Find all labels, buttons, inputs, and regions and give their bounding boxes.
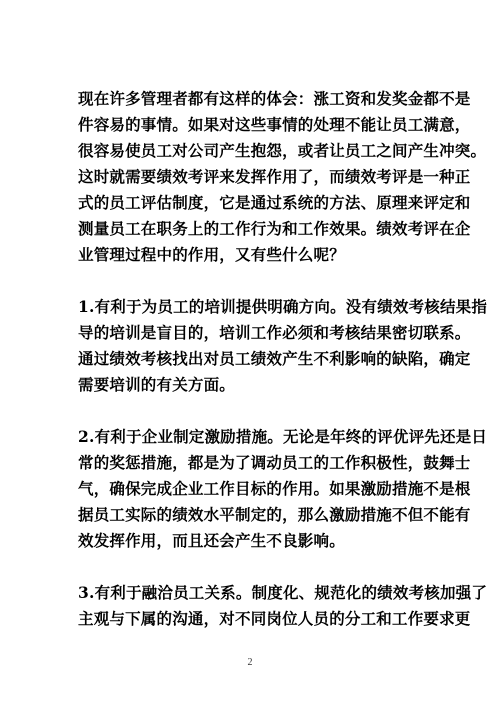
text-line: 2.有利于企业制定激励措施。无论是年终的评优评先还是日	[78, 427, 488, 446]
intro-paragraph	[78, 86, 487, 268]
page-number: 2	[247, 657, 253, 668]
text-line: 主观与下属的沟通，对不同岗位人员的分工和工作要求更	[78, 609, 471, 628]
text-line: 业管理过程中的作用，又有些什么呢？	[78, 245, 345, 264]
text-line: 通过绩效考核找出对员工绩效产生不利影响的缺陷，确定	[78, 349, 471, 368]
document-body	[78, 86, 488, 632]
text-line: 效发挥作用，而且还会产生不良影响。	[78, 531, 345, 550]
text-line: 件容易的事情。如果对这些事情的处理不能让员工满意，	[78, 115, 471, 134]
text-line: 很容易使员工对公司产生抱怨，或者让员工之间产生冲突。	[78, 141, 487, 160]
text-line: 1.有利于为员工的培训提供明确方向。没有绩效考核结果指	[78, 297, 488, 316]
text-line: 常的奖惩措施，都是为了调动员工的工作积极性，鼓舞士	[78, 453, 471, 472]
text-line: 现在许多管理者都有这样的体会：涨工资和发奖金都不是	[78, 89, 471, 108]
text-line: 据员工实际的绩效水平制定的，那么激励措施不但不能有	[78, 505, 471, 524]
point-3-paragraph	[78, 580, 488, 632]
text-line: 气，确保完成企业工作目标的作用。如果激励措施不是根	[78, 479, 471, 498]
text-line: 导的培训是盲目的，培训工作必须和考核结果密切联系。	[78, 323, 471, 342]
text-line: 式的员工评估制度，它是通过系统的方法、原理来评定和	[78, 193, 471, 212]
text-line: 测量员工在职务上的工作行为和工作效果。绩效考评在企	[78, 219, 471, 238]
point-2-paragraph	[78, 424, 488, 554]
point-1-paragraph	[78, 294, 488, 398]
text-line: 这时就需要绩效考评来发挥作用了，而绩效考评是一种正	[78, 167, 471, 186]
text-line: 需要培训的有关方面。	[78, 375, 236, 394]
text-line: 3.有利于融洽员工关系。制度化、规范化的绩效考核加强了	[78, 583, 488, 602]
